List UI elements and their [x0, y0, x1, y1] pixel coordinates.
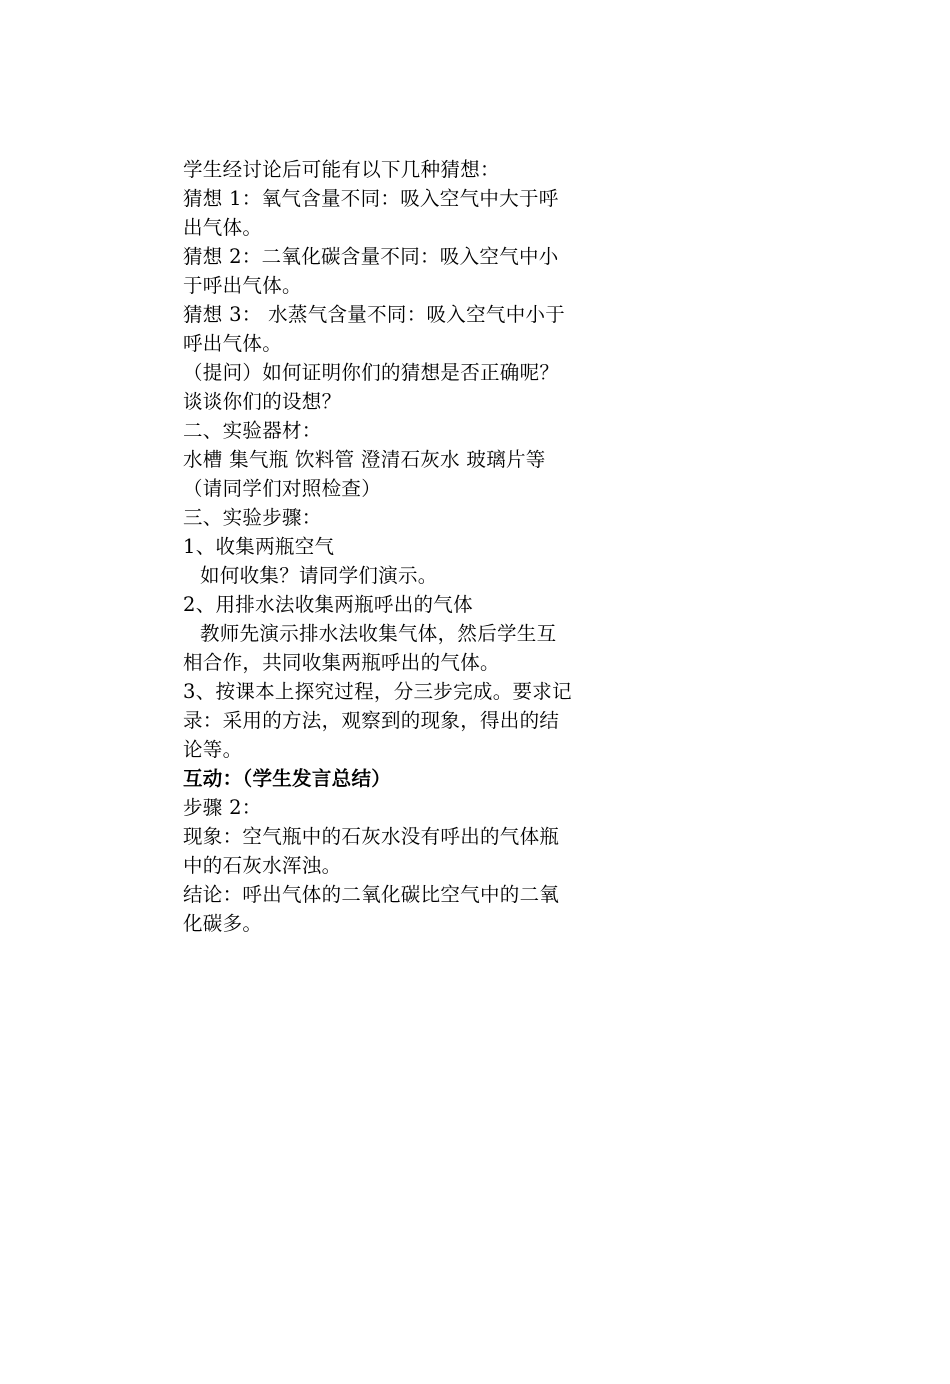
text-line: 猜想 2：二氧化碳含量不同：吸入空气中小 — [183, 245, 559, 268]
text-line: 论等。 — [183, 738, 243, 761]
step-heading: 3、按课本上探究过程，分三步完成。要求记 — [183, 680, 572, 703]
text-line: 水槽 集气瓶 饮料管 澄清石灰水 玻璃片等 — [183, 448, 546, 471]
text-line: 教师先演示排水法收集气体，然后学生互 — [200, 622, 557, 645]
step-heading: 1、收集两瓶空气 — [183, 535, 335, 558]
text-line: 猜想 3： 水蒸气含量不同：吸入空气中小于 — [183, 303, 566, 326]
text-line: 出气体。 — [183, 216, 263, 239]
document-body — [183, 155, 593, 938]
text-line: （请同学们对照检查） — [183, 477, 382, 500]
text-line: 如何收集？请同学们演示。 — [200, 564, 438, 587]
step-heading: 2、用排水法收集两瓶呼出的气体 — [183, 593, 473, 616]
text-line: 中的石灰水浑浊。 — [183, 854, 342, 877]
text-line: 步骤 2： — [183, 796, 262, 819]
text-line: 呼出气体。 — [183, 332, 283, 355]
text-line: 于呼出气体。 — [183, 274, 302, 297]
text-line: 现象：空气瓶中的石灰水没有呼出的气体瓶 — [183, 825, 560, 848]
text-line: 化碳多。 — [183, 912, 263, 935]
text-line: 结论：呼出气体的二氧化碳比空气中的二氧 — [183, 883, 560, 906]
text-line: 录：采用的方法，观察到的现象，得出的结 — [183, 709, 560, 732]
section-heading: 三、实验步骤： — [183, 506, 322, 529]
section-heading: 二、实验器材： — [183, 419, 322, 442]
text-line: 学生经讨论后可能有以下几种猜想： — [183, 158, 500, 181]
text-line: 相合作，共同收集两瓶呼出的气体。 — [183, 651, 500, 674]
text-line: 猜想 1：氧气含量不同：吸入空气中大于呼 — [183, 187, 559, 210]
text-line: 谈谈你们的设想？ — [183, 390, 342, 413]
interaction-heading: 互动：（学生发言总结） — [183, 767, 392, 790]
text-line: （提问）如何证明你们的猜想是否正确呢？ — [183, 361, 560, 384]
